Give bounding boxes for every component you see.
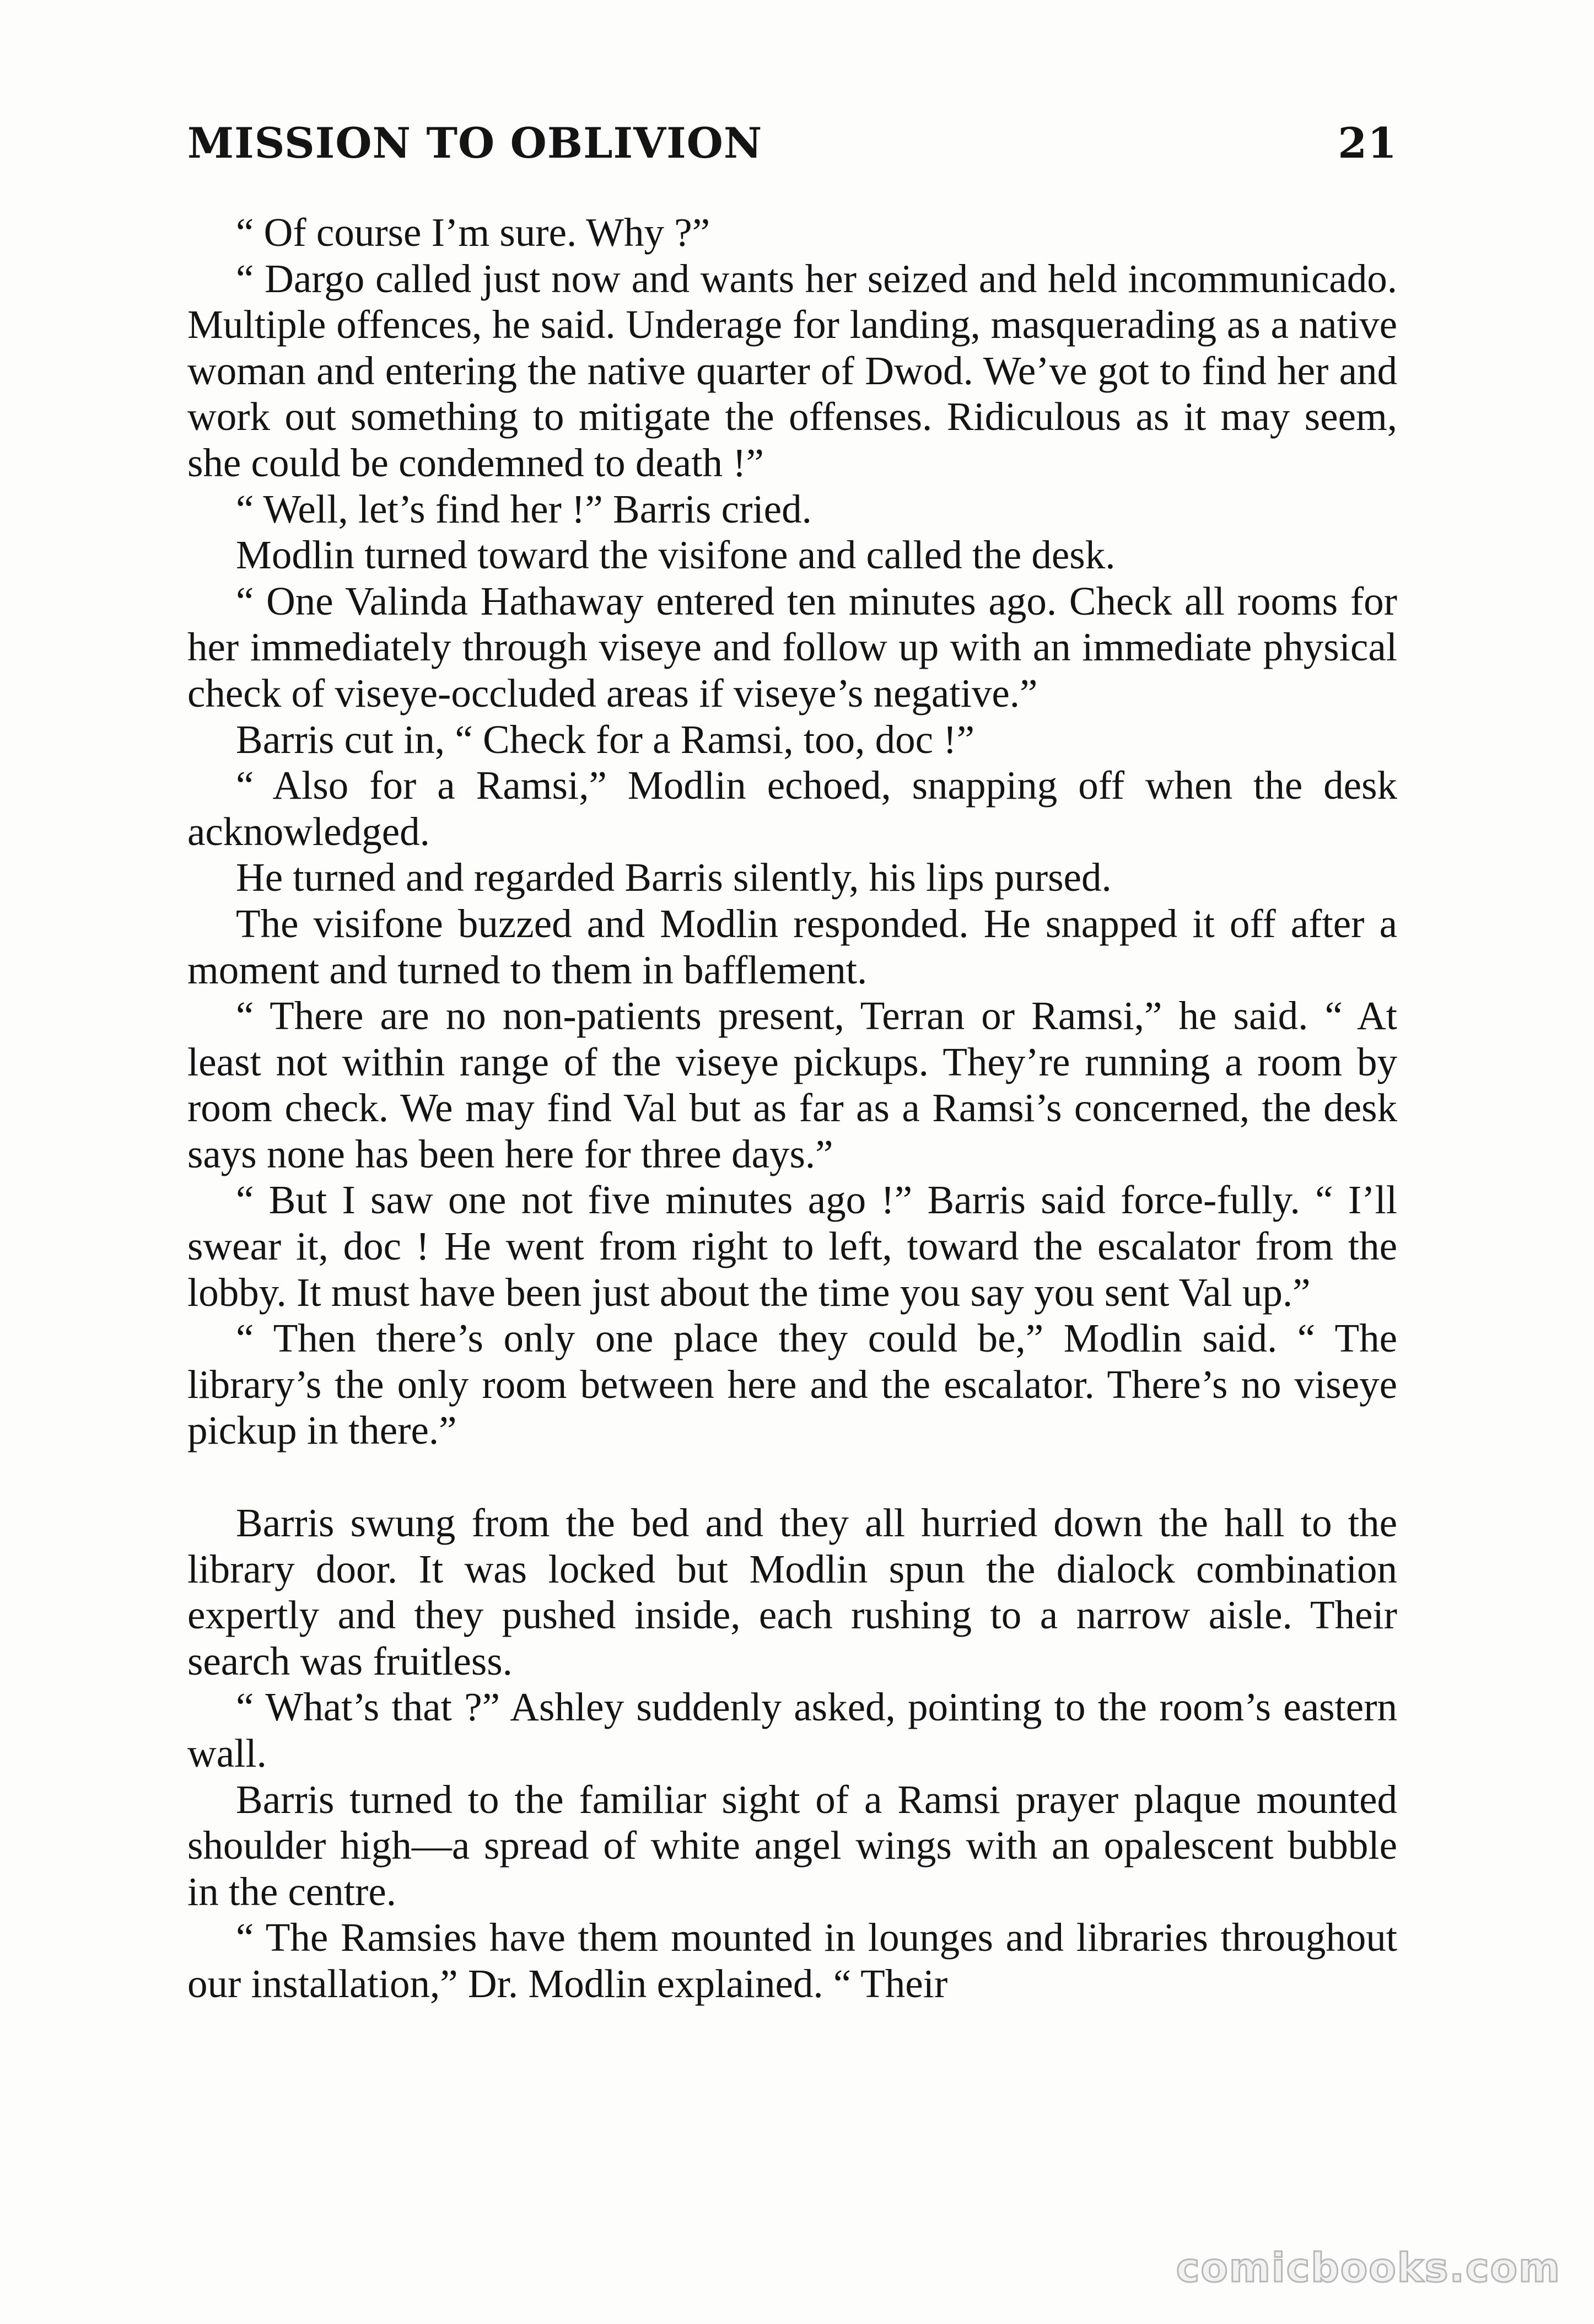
paragraph: He turned and regarded Barris silently, his lips pursed. — [236, 855, 1112, 900]
body-text — [187, 209, 1397, 2007]
paragraph: “ Also for a Ramsi,” Modlin echoed, snapping off when the desk acknowledged. — [187, 763, 1397, 854]
section-break — [187, 1454, 1397, 1500]
chapter-title: MISSION TO OBLIVION — [187, 119, 763, 168]
paragraph: Barris turned to the familiar sight of a Ramsi prayer plaque mounted shoulder high—a spread of white angel wings with an opalescent bubble in the centre. — [187, 1777, 1397, 1914]
paragraph: “ The Ramsies have them mounted in lounges and libraries throughout our installation,” Dr. Modlin explained. “ Their — [187, 1915, 1397, 2006]
paragraph: “ Of course I’m sure. Why ?” — [236, 210, 710, 255]
page-number: 21 — [1338, 119, 1397, 168]
paragraph: The visifone buzzed and Modlin responded. He snapped it off after a moment and turned to them in bafflement. — [187, 901, 1397, 992]
paragraph: “ Dargo called just now and wants her seized and held incommunicado. Multiple offences, he said. Underage for landing, masquerading as a native woman and entering the native quarter of Dwod. We’ve got to find her and work out something to mitigate the offenses. Ridiculous as it may seem, she could be condemned to death !” — [187, 256, 1397, 485]
paragraph: Barris cut in, “ Check for a Ramsi, too, doc !” — [236, 717, 974, 762]
paragraph: “ Then there’s only one place they could be,” Modlin said. “ The library’s the only room between here and the escalator. There’s no viseye pickup in there.” — [187, 1316, 1397, 1453]
paragraph: “ Well, let’s find her !” Barris cried. — [236, 486, 812, 531]
site-watermark: comicbooks.com — [1176, 2245, 1561, 2291]
paragraph: “ But I saw one not five minutes ago !” Barris said force-fully. “ I’ll swear it, doc ! He went from right to left, toward the escalator from the lobby. It must have been just about the time you say you sent Val up.” — [187, 1177, 1397, 1315]
paragraph: Barris swung from the bed and they all hurried down the hall to the library door. It was locked but Modlin spun the dialock combination expertly and they pushed inside, each rushing to a narrow aisle. Their search was fruitless. — [187, 1500, 1397, 1683]
paragraph: Modlin turned toward the visifone and called the desk. — [236, 532, 1116, 578]
running-head — [187, 113, 1397, 174]
paragraph: “ One Valinda Hathaway entered ten minutes ago. Check all rooms for her immediately through viseye and follow up with an immediate physical check of viseye-occluded areas if viseye’s negative.” — [187, 578, 1397, 716]
paragraph: “ There are no non-patients present, Terran or Ramsi,” he said. “ At least not within range of the viseye pickups. They’re running a room by room check. We may find Val but as far as a Ramsi’s concerned, the desk says none has been here for three days.” — [187, 993, 1397, 1176]
paragraph: “ What’s that ?” Ashley suddenly asked, pointing to the room’s eastern wall. — [187, 1685, 1397, 1776]
